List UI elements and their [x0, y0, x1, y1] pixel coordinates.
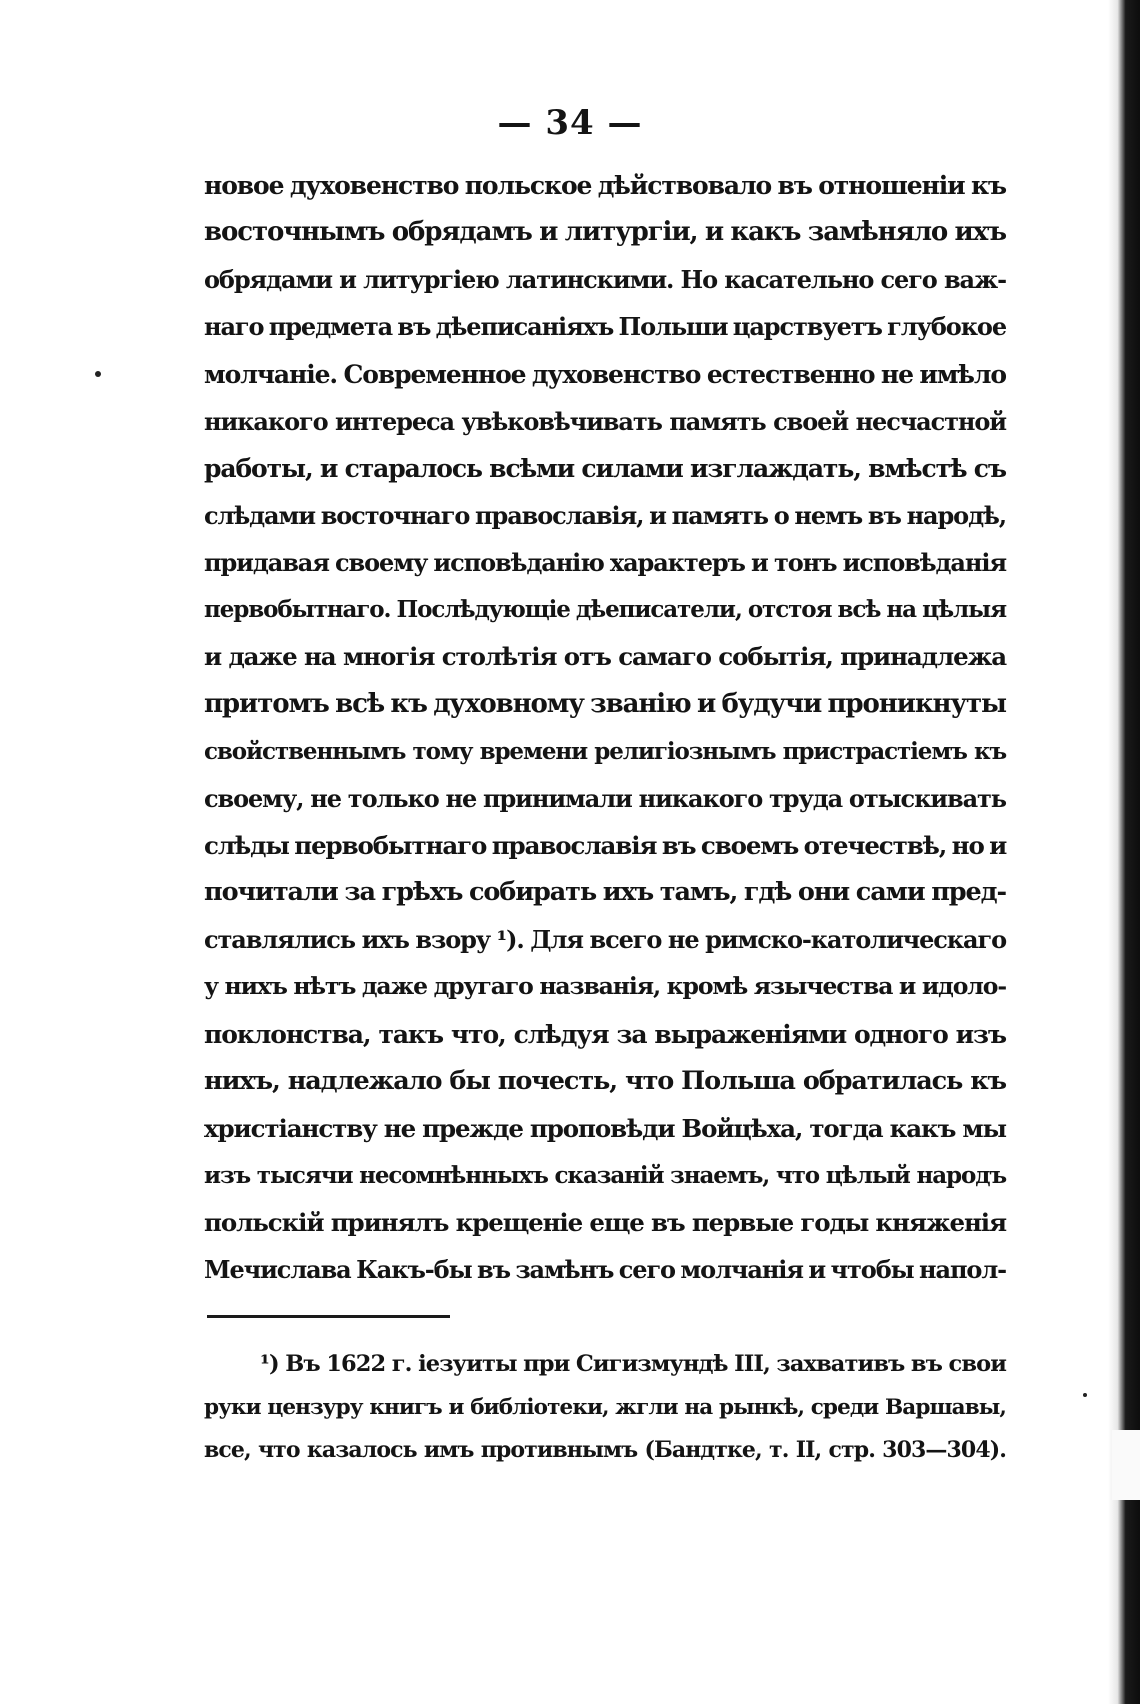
body-text [204, 162, 1006, 1293]
scan-speck [1083, 1393, 1087, 1397]
body-line: первобытнаго. Послѣдующіе дѣеписатели, отстоя всѣ на цѣлыя [204, 596, 1006, 624]
body-line: наго предмета въ дѣеписаніяхъ Польши царствуетъ глубокое [204, 312, 1006, 342]
body-line: польскій принялъ крещеніе еще въ первые годы княженія [204, 1208, 1006, 1238]
body-line: восточнымъ обрядамъ и литургіи, и какъ замѣняло ихъ [204, 217, 1006, 248]
body-line: молчаніе. Современное духовенство естественно не имѣло [204, 359, 1006, 389]
body-line: у нихъ нѣтъ даже другаго названія, кромѣ язычества и идоло- [204, 972, 1006, 1001]
body-line: своему, не только не принимали никакого труда отыскивать [204, 783, 1006, 813]
body-line: поклонства, такъ что, слѣдуя за выраженіями одного изъ [204, 1019, 1006, 1049]
body-line: слѣдами восточнаго православія, и память о немъ въ народѣ, [204, 500, 1006, 530]
body-line: ставлялись ихъ взору ¹). Для всего не римско-католическаго [204, 925, 1006, 955]
body-line: слѣды первобытнаго православія въ своемъ отечествѣ, но и [204, 830, 1007, 860]
body-line: работы, и старалось всѣми силами изглаждать, вмѣстѣ съ [204, 453, 1006, 483]
body-line: Мечислава Какъ-бы въ замѣнъ сего молчанія и чтобы напол- [204, 1255, 1006, 1285]
footnote-line: ¹) Въ 1622 г. іезуиты при Сигизмундѣ III, захвативъ въ свои [260, 1351, 1006, 1377]
body-line: свойственнымъ тому времени религіознымъ пристрастіемъ къ [204, 737, 1006, 765]
body-line: и даже на многія столѣтія отъ самаго событія, принадлежа [204, 642, 1006, 672]
body-line: никакого интереса увѣковѣчивать память своей несчастной [204, 406, 1006, 436]
footnote-divider [207, 1315, 450, 1318]
body-line: христіанству не прежде проповѣди Войцѣха, тогда какъ мы [204, 1113, 1006, 1143]
scan-edge-gap [1112, 1430, 1140, 1500]
body-line: почитали за грѣхъ собирать ихъ тамъ, гдѣ они сами пред- [204, 877, 1006, 908]
body-line: изъ тысячи несомнѣнныхъ сказаній знаемъ, что цѣлый народъ [204, 1161, 1006, 1189]
body-line: нихъ, надлежало бы почесть, что Польша обратилась къ [204, 1065, 1006, 1096]
footnote [204, 1343, 1006, 1472]
footnote-line: руки цензуру книгъ и библіотеки, жгли на рынкѣ, среди Варшавы, [204, 1395, 1006, 1420]
footnote-line: все, что казалось имъ противнымъ (Бандтке, т. II, стр. 303—304). [204, 1437, 1006, 1463]
body-line: притомъ всѣ къ духовному званію и будучи проникнуты [204, 688, 1006, 719]
body-line: новое духовенство польское дѣйствовало въ отношеніи къ [204, 171, 1006, 200]
body-line: придавая своему исповѣданію характеръ и тонъ исповѣданія [204, 548, 1006, 578]
body-line: обрядами и литургіею латинскими. Но касательно сего важ- [204, 265, 1006, 295]
scan-speck [95, 371, 101, 377]
page-number: — 34 — [497, 103, 643, 143]
